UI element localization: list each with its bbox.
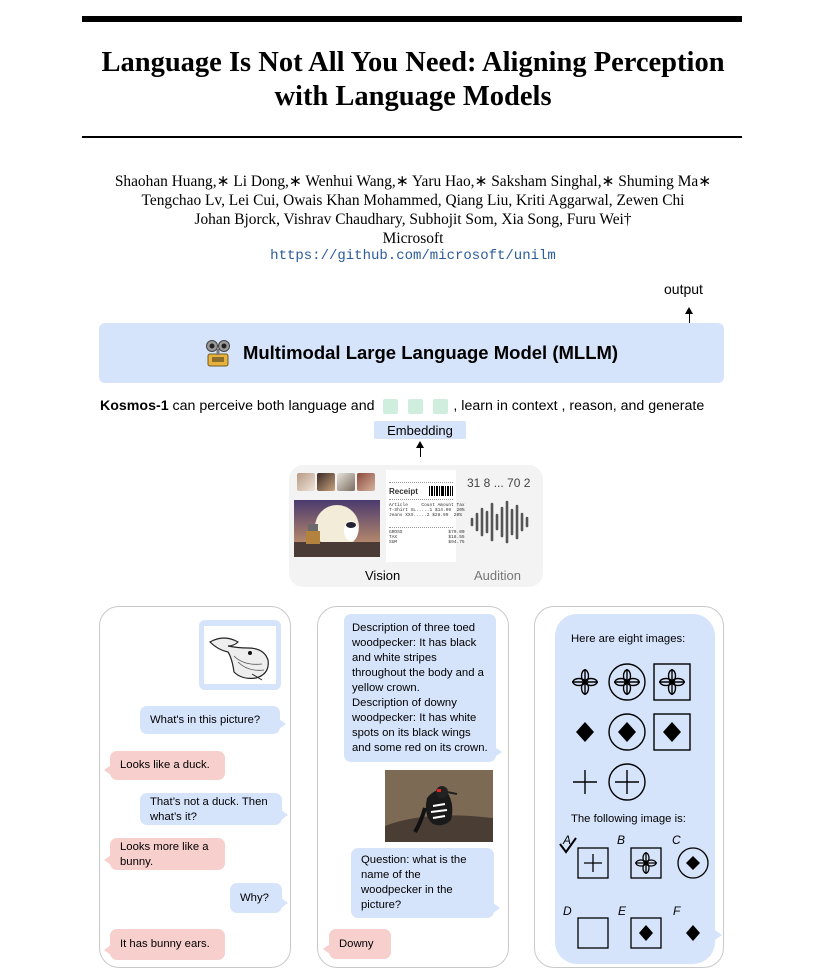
iq-bubble-tail <box>715 930 722 940</box>
check-mark-icon <box>560 838 576 852</box>
option-label-c: C <box>672 833 681 847</box>
vision-thumb-3 <box>337 473 355 491</box>
affiliation: Microsoft <box>382 230 444 247</box>
iq-prompt: The following image is: <box>571 813 686 825</box>
receipt-row-2: Jeans XXX.....2 $28.99 20% <box>389 513 462 518</box>
perceive-text-a: can perceive both language and <box>168 398 379 414</box>
barcode-icon <box>429 486 453 496</box>
flower-circle-shape <box>609 664 645 700</box>
q2-line-1: That’s not a duck. Then <box>150 796 268 808</box>
audition-label: Audition <box>474 568 521 583</box>
walle-image <box>294 500 380 557</box>
chat-answer-2 <box>110 838 225 870</box>
receipt-image <box>386 470 465 562</box>
perceive-caption <box>100 396 740 416</box>
receipt-row-1: T-Shirt XL.....1 $14.99 20% <box>389 508 465 513</box>
embedding-label: Embedding <box>374 421 466 439</box>
desc-line-6: Description of downy <box>352 697 457 709</box>
title-line-1: Language Is Not All You Need: Aligning Perception <box>101 47 725 78</box>
receipt-gross: GROSS $79.00 <box>389 530 465 535</box>
author-block <box>60 172 766 248</box>
option-label-b: B <box>617 833 626 847</box>
q3-text: Why? <box>240 891 269 904</box>
model-name: Kosmos-1 <box>100 398 169 414</box>
mllm-box <box>99 323 724 383</box>
question-line-4: picture? <box>361 899 402 911</box>
title-rule <box>82 136 742 138</box>
receipt-header: Article Count Amount Tax <box>389 503 465 508</box>
mllm-title: Multimodal Large Language Model (MLLM) <box>242 342 619 363</box>
authors-line-2: Tengchao Lv, Lei Cui, Owais Khan Mohammed, Qiang Liu, Kriti Aggarwal, Zewen Chi <box>141 192 685 209</box>
chat-question-3 <box>230 883 282 913</box>
chat-answer-1 <box>110 751 225 780</box>
vision-thumb-1 <box>297 473 315 491</box>
flower-shape-1 <box>572 669 598 695</box>
woodpecker-question <box>351 848 494 918</box>
desc-line-5: yellow crown. <box>352 682 420 694</box>
option-label-d: D <box>563 904 572 918</box>
audition-numbers: 31 8 ... 70 2 <box>467 476 531 490</box>
woodpecker-image <box>385 770 493 842</box>
receipt-sum: SUM $94.75 <box>389 540 465 545</box>
authors-line-1: Shaohan Huang,∗ Li Dong,∗ Wenhui Wang,∗ Yaru Hao,∗ Saksham Singhal,∗ Shuming Ma∗ <box>114 173 712 190</box>
chat-question-1 <box>140 706 280 734</box>
q1-text: What's in this picture? <box>150 713 261 726</box>
vision-thumb-2 <box>317 473 335 491</box>
robot-icon <box>205 338 231 368</box>
desc-line-8: spots on its black wings <box>352 727 471 739</box>
iq-intro: Here are eight images: <box>571 633 686 645</box>
option-label-f: F <box>673 904 681 918</box>
paper-title <box>60 46 766 114</box>
chat-answer-3 <box>110 929 225 960</box>
a1-text: Looks like a duck. <box>120 759 210 771</box>
desc-line-9: and some red on its crown. <box>352 742 488 754</box>
desc-line-1: Description of three toed <box>352 622 476 634</box>
receipt-title: Receipt <box>389 486 418 496</box>
desc-line-4: throughout the body and a <box>352 667 484 679</box>
desc-line-7: woodpecker: It has white <box>352 712 477 724</box>
output-label: output <box>664 281 703 297</box>
question-line-2: name of the <box>361 869 421 881</box>
option-label-a: A <box>563 833 572 847</box>
embed-arrow-shaft <box>420 447 422 457</box>
title-line-2: with Language Models <box>274 81 552 112</box>
output-arrow-shaft <box>689 313 691 323</box>
vision-thumb-4 <box>357 473 375 491</box>
duck-rabbit-image <box>204 626 276 684</box>
flower-square-shape <box>654 664 690 700</box>
embedding-token-2 <box>408 399 423 414</box>
question-line-3: woodpecker in the <box>361 884 453 896</box>
answer-text: Downy <box>339 937 374 950</box>
a3-text: It has bunny ears. <box>120 938 210 950</box>
woodpecker-description <box>344 614 496 762</box>
waveform-icon <box>469 500 533 544</box>
receipt-tax: TAX $18.55 <box>389 535 465 540</box>
option-label-e: E <box>618 904 627 918</box>
authors-line-3: Johan Bjorck, Vishrav Chaudhary, Subhojit Som, Xia Song, Furu Wei† <box>194 211 632 228</box>
woodpecker-answer <box>329 929 391 959</box>
repo-link[interactable]: https://github.com/microsoft/unilm <box>270 248 556 264</box>
q2-line-2: what’s it? <box>150 811 197 823</box>
embedding-token-1 <box>383 399 398 414</box>
perceive-text-b: , learn in context , reason, and generate <box>453 398 705 414</box>
top-rule <box>82 16 742 22</box>
desc-line-2: woodpecker: It has black <box>352 637 477 649</box>
a2-line-1: Looks more like a <box>120 841 209 853</box>
desc-line-3: and white stripes <box>352 652 437 664</box>
embedding-token-3 <box>433 399 448 414</box>
a2-line-2: bunny. <box>120 856 154 868</box>
iq-options <box>556 836 706 952</box>
question-line-1: Question: what is the <box>361 854 467 866</box>
iq-pattern-grid <box>565 657 705 807</box>
vision-label: Vision <box>365 568 401 583</box>
chat-question-2 <box>140 793 282 825</box>
